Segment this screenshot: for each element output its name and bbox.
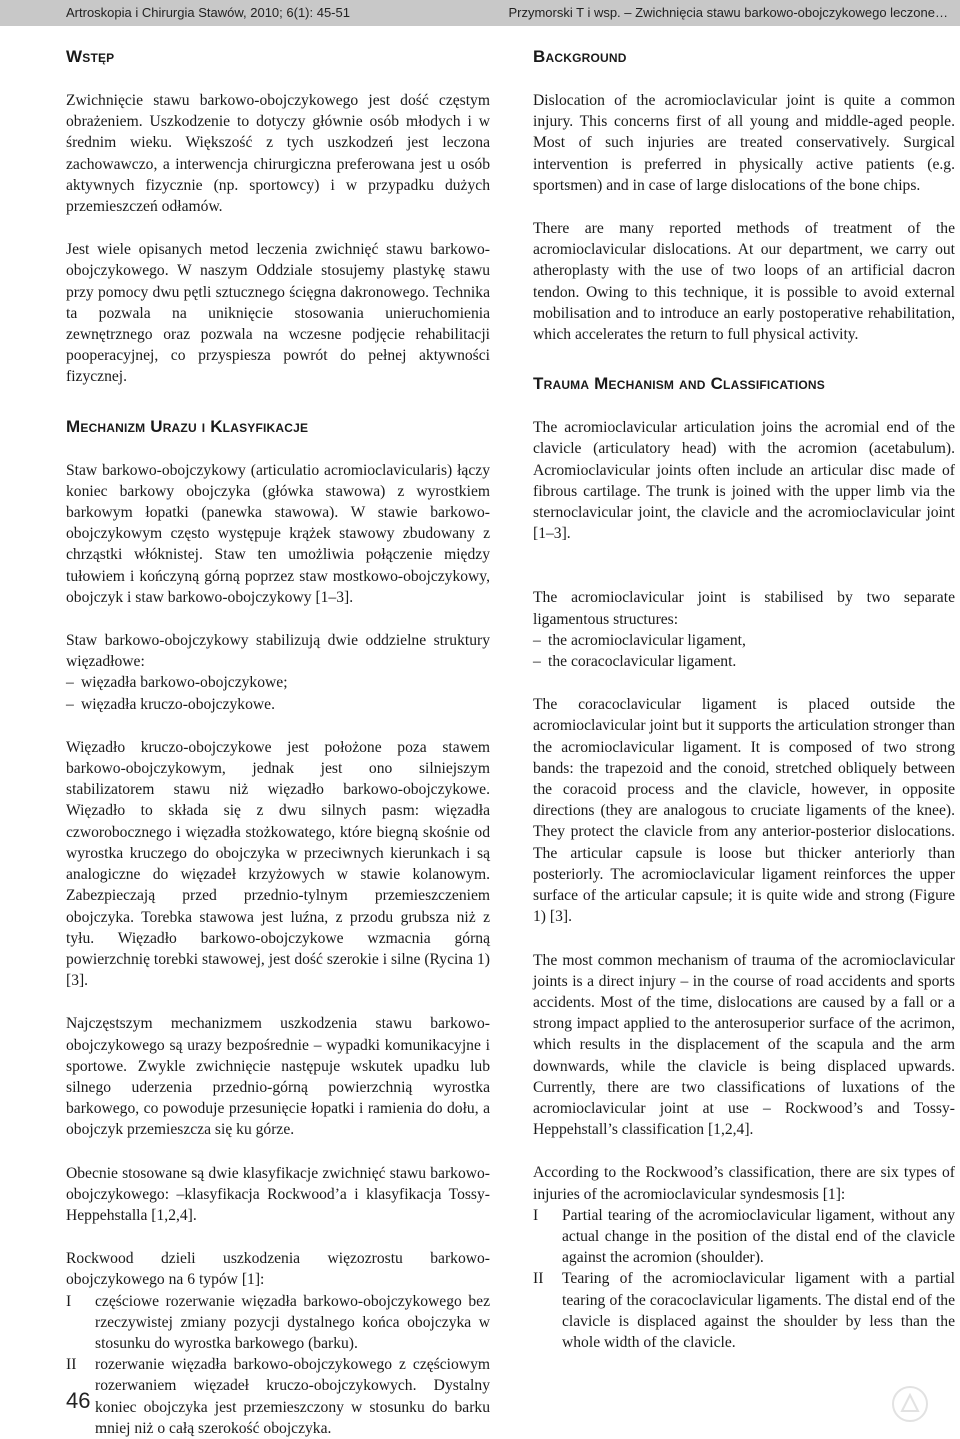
section-heading-background: Background (533, 47, 627, 66)
paragraph: Dislocation of the acromioclavicular joint is quite a common injury. This concerns first of all young and middle-aged people. Most of such injuries are treated conservatively. Surgical intervention is preferred in physically active patients (e.g. sportsmen) and in case of large dislocations of the bone chips. (533, 92, 955, 194)
paragraph: The coracoclavicular ligament is placed outside the acromioclavicular joint but it supports the articulation stronger than the acromioclavicular ligament. It is composed of two strong bands: the trapezoid and the conoid, stretched obliquely between the coracoid process and the clavicle, however, in opposite directions (they are analogous to cruciate ligaments of the knee). They protect the clavicle from any anterior-posterior dislocations. The articular capsule is loose but thicker anteriorly than posteriorly. The acromioclavicular ligament reinforces the upper surface of the articular capsule; it is quite wide and strong (Figure 1) [3]. (533, 696, 955, 926)
rockwood-types-list (66, 1291, 490, 1439)
paragraph: The acromioclavicular joint is stabilised by two separate ligamentous structures: (533, 589, 955, 628)
polish-column (66, 46, 490, 1439)
journal-citation: Artroskopia i Chirurgia Stawów, 2010; 6(1): 45-51 (66, 5, 350, 20)
ligament-list (533, 630, 955, 672)
paragraph: According to the Rockwood’s classification, there are six types of injuries of the acromioclavicular syndesmosis [1]: (533, 1164, 955, 1203)
list-item: – więzadła barkowo-obojczykowe; (66, 674, 288, 692)
paragraph: Staw barkowo-obojczykowy stabilizują dwie oddzielne struktury więzadłowe: (66, 632, 490, 671)
list-item: – the acromioclavicular ligament, (533, 631, 746, 649)
paragraph: Najczęstszym mechanizmem uszkodzenia stawu barkowo-obojczykowego są urazy bezpośrednie – wypadki komunikacyjne i sportowe. Zwykle zwichnięcie następuje wskutek upadku lub silnego uderzenia przednio-górną powierzchnią wyrostka barkowego, co powoduje przesunięcie łopatki i ramienia do dołu, a obojczyk przemieszcza się ku górze. (66, 1015, 490, 1139)
paragraph: Obecnie stosowane są dwie klasyfikacje zwichnięć stawu barkowo-obojczykowego: –klasyfikacja Rockwood’a i klasyfikacja Tossy-Heppehstalla [1,2,4]. (66, 1164, 490, 1224)
list-item: – the coracoclavicular ligament. (533, 653, 737, 671)
list-item: I częściowe rozerwanie więzadła barkowo-obojczykowego bez rzeczywistej zmiany pozycji dystalnego końca obojczyka w stosunku do wyrostka barkowego (barku). (66, 1292, 490, 1352)
paragraph: The most common mechanism of trauma of the acromioclavicular joints is a direct injury – in the course of road accidents and sports accidents. Most of the time, dislocations are caused by a fall or a strong impact applied to the anterosuperior surface of the acrimon, which results in the displacement of the scapula and the arm downwards, while the clavicle is being displaced upwards. Currently, there are two classifications of luxations of the acromioclavicular joint at use – Rockwood’s and Tossy-Heppehstall’s classification [1,2,4]. (533, 951, 955, 1139)
paragraph: Zwichnięcie stawu barkowo-obojczykowego jest dość częstym obrażeniem. Uszkodzenie to dotyczy głównie osób młodych i w średnim wieku. Większość z tych uszkodzeń jest leczona zachowawczo, a interwencja chirurgiczna preferowana jest u osób aktywnych fizycznie (np. sportowcy) i w przypadku dużych przemieszczeń odłamów. (66, 92, 490, 216)
list-item: II Tearing of the acromioclavicular ligament with a partial tearing of the coracoclavicular ligaments. The distal end of the clavicle is displaced against the shoulder by less than the whole width of the clavicle. (533, 1270, 955, 1351)
english-column (533, 46, 955, 1353)
paragraph: The acromioclavicular articulation joins the acromial end of the clavicle (articulatory head) with the acromion (acetabulum). Acromioclavicular joints often include an articular disc made of fibrous cartilage. The trunk is joined with the upper limb via the sternoclavicular joint, the clavicle and the acromioclavicular joint [1–3]. (533, 419, 955, 543)
paragraph: Staw barkowo-obojczykowy (articulatio acromioclavicularis) łączy koniec barkowy obojczyka (główka stawowa) z wyrostkiem barkowym łopatki (panewka stawowa). W stawie barkowo-obojczykowym często występuje krążek stawowy zbudowany z chrząstki włóknistej. Staw ten umożliwia połączenie między tułowiem i kończyną górną poprzez staw mostkowo-obojczykowy, obojczyk i staw barkowo-obojczykowy [1–3]. (66, 461, 490, 606)
paragraph: There are many reported methods of treatment of the acromioclavicular dislocations. At our department, we carry out atheroplasty with the use of two loops of an artificial dacron tendon. Owing to this technique, it is possible to avoid external mobilisation and to introduce an early postoperative rehabilitation, which accelerates the return to full physical activity. (533, 220, 955, 344)
list-item: I Partial tearing of the acromioclavicular ligament, without any actual change in the position of the distal end of the clavicle against the acromion (shoulder). (533, 1206, 955, 1267)
section-heading-wstep: Wstęp (66, 47, 115, 66)
section-heading-trauma: Trauma Mechanism and Classifications (533, 374, 825, 394)
publisher-logo-icon (890, 1384, 930, 1424)
article-short-title: Przymorski T i wsp. – Zwichnięcia stawu barkowo-obojczykowego leczone… (508, 5, 948, 20)
paragraph: Więzadło kruczo-obojczykowe jest położone poza stawem barkowo-obojczykowym, jednak jest ono silniejszym stabilizatorem stawu niż więzadło barkowo-obojczykowe. Więzadło to składa się z dwu silnych pasm: więzadła czworobocznego i więzadła stożkowatego, które biegną skośnie od wyrostka kruczego do obojczyka w przeciwnych kierunkach i są analogiczne do więzadeł krzyżowych w stawie kolanowym. Zabezpieczają przed przednio-tylnym przemieszczeniem obojczyka. Torebka stawowa jest luźna, z przodu grubsza niż z tyłu. Więzadło barkowo-obojczykowe wzmacnia górną powierzchnię torebki stawowej, jest dość szerokie i silne (Rycina 1) [3]. (66, 738, 490, 990)
page-number: 46 (66, 1388, 91, 1413)
list-item: II rozerwanie więzadła barkowo-obojczykowego z częściowym rozerwaniem więzadeł kruczo-obojczykowych. Dystalny koniec obojczyka jest przemieszczony w stosunku do barku mniej niż o całą szerokość obojczyka. (66, 1356, 490, 1437)
section-heading-mechanizm: Mechanizm Urazu i Klasyfikacje (66, 416, 309, 436)
ligament-list (66, 672, 490, 714)
paragraph: Jest wiele opisanych metod leczenia zwichnięć stawu barkowo-obojczykowego. W naszym Oddziale stosujemy plastykę stawu przy pomocy dwu pętli sztucznego ścięgna dakronowego. Technika ta pozwala na uniknięcie stosowania unieruchomienia zewnętrznego oraz pozwala na wczesne podjęcie rehabilitacji pooperacyjnej, co przyspiesza powrót do pełnej aktywności fizycznej. (66, 241, 490, 386)
running-header (0, 0, 960, 26)
list-item: – więzadła kruczo-obojczykowe. (66, 695, 275, 713)
paragraph: Rockwood dzieli uszkodzenia więzozrostu barkowo-obojczykowego na 6 typów [1]: (66, 1250, 490, 1289)
rockwood-types-list (533, 1205, 955, 1353)
